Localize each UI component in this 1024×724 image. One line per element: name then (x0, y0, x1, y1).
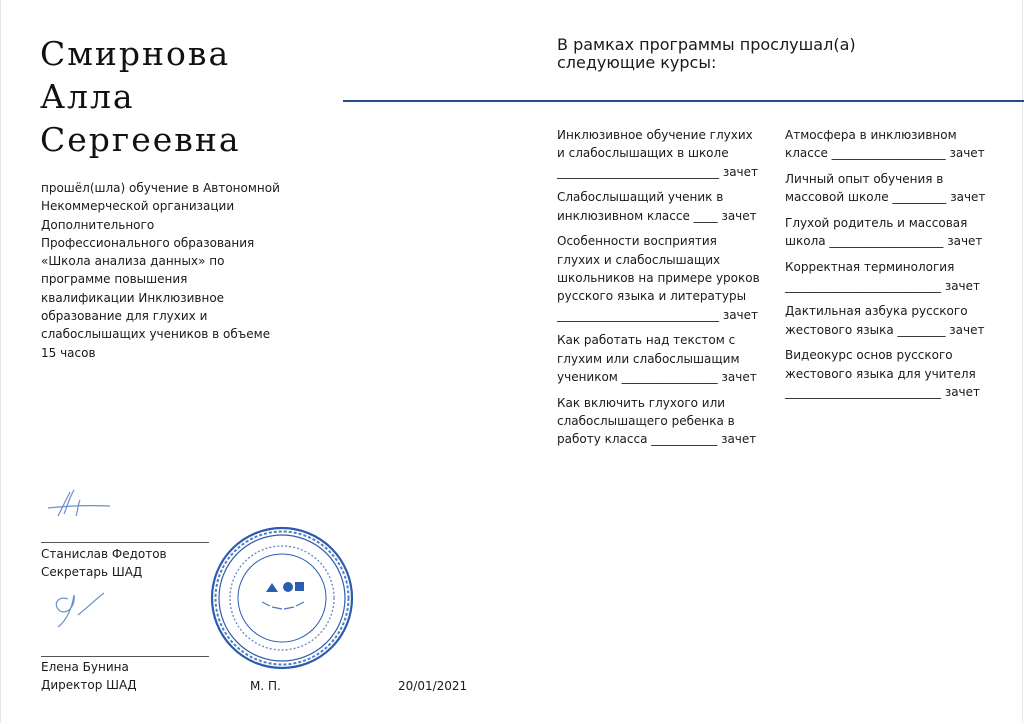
courses-column-2 (785, 126, 1000, 409)
signature-2-line (41, 656, 209, 657)
courses-heading: В рамках программы прослушал(а) следующие курсы: (557, 35, 856, 72)
signer-2 (41, 658, 137, 695)
signer-1-name: Станислав Федотов (41, 547, 167, 561)
course-item: Слабослышащий ученик в инклюзивном классе ____ зачет (557, 190, 757, 223)
course-item: Как включить глухого или слабослышащего ребенка в работу класса ___________ зачет (557, 395, 757, 447)
course-item: Глухой родитель и массовая школа ___________________ зачет (785, 216, 983, 249)
recipient-name (40, 32, 340, 161)
course-item: Корректная терминология __________________________ зачет (785, 260, 981, 293)
stamp-label: М. П. (250, 679, 281, 693)
intro-text: прошёл(шла) обучение в Автономной Некоммерческой организации Дополнительного Профессионального образования «Школа анализа данных» по программе повышения квалификации Инклюзивное образование для глухих и слабослышащих учеников в объеме 15 часов (41, 181, 280, 360)
name-line-patronymic: Сергеевна (40, 120, 241, 159)
course-item: Дактильная азбука русского жестового языка ________ зачет (785, 304, 985, 337)
signature-1-image (40, 486, 130, 526)
signature-1-line (41, 542, 209, 543)
courses-column-1 (557, 126, 769, 456)
signer-1 (41, 545, 167, 582)
heading-rule (343, 100, 1024, 102)
signer-2-title: Директор ШАД (41, 678, 137, 693)
course-item: Личный опыт обучения в массовой школе _________ зачет (785, 172, 986, 205)
issue-date: 20/01/2021 (398, 679, 468, 693)
course-item: Атмосфера в инклюзивном классе ___________________ зачет (785, 128, 985, 161)
official-seal (200, 520, 362, 670)
course-item: Особенности восприятия глухих и слабослышащих школьников на примере уроков русского языка и литературы ___________________________ зачет (557, 234, 760, 322)
course-item: Инклюзивное обучение глухих и слабослышащих в школе ___________________________ зачет (557, 128, 759, 179)
name-line-first: Алла (40, 77, 135, 116)
course-item: Как работать над текстом с глухим или слабослышащим учеником ________________ зачет (557, 333, 757, 385)
name-line-surname: Смирнова (40, 34, 231, 73)
signature-2-image (48, 585, 118, 630)
signer-2-name: Елена Бунина (41, 660, 129, 674)
signer-1-title: Секретарь ШАД (41, 565, 143, 580)
course-item: Видеокурс основ русского жестового языка для учителя __________________________ зачет (785, 348, 981, 400)
